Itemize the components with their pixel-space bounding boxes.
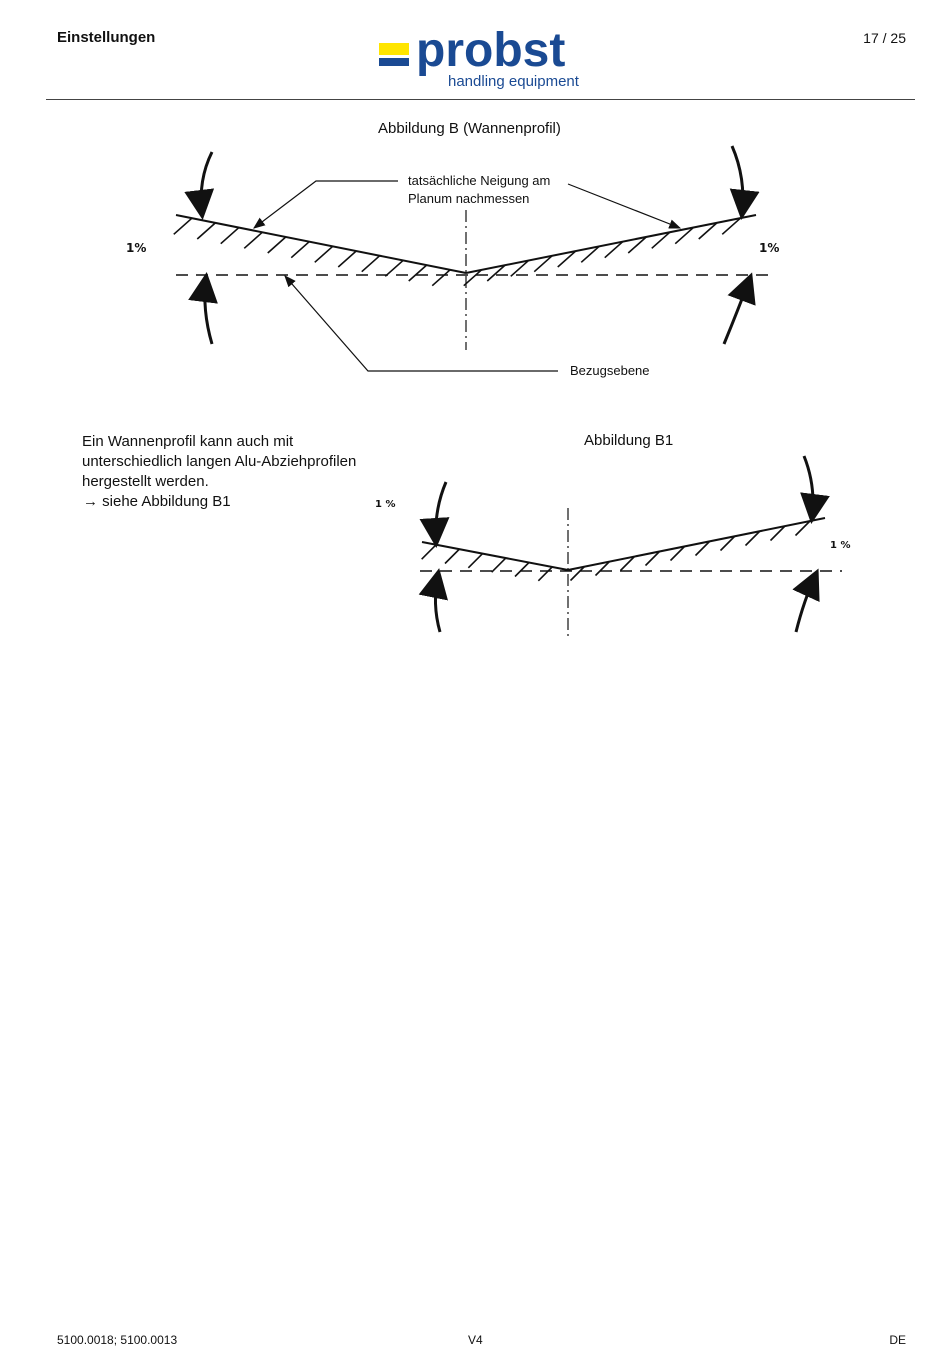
hatch-tick: [174, 218, 192, 234]
body-paragraph: [82, 432, 382, 512]
hatch-tick: [385, 260, 403, 276]
figure-b-title: Abbildung B (Wannenprofil): [378, 120, 561, 137]
hatch-tick: [468, 554, 482, 568]
body-line-3: hergestellt werden.: [82, 473, 209, 490]
hatch-tick: [291, 242, 309, 258]
hatch-tick: [515, 563, 529, 577]
footer-language: DE: [889, 1333, 906, 1347]
hatch-tick: [362, 256, 380, 272]
footer-article-numbers: 5100.0018; 5100.0013: [57, 1333, 178, 1347]
hatch-tick: [268, 237, 286, 253]
figure-b-leaders: [254, 181, 680, 371]
footer-version: V4: [468, 1333, 483, 1347]
hatch-tick: [197, 223, 215, 239]
figure-b-slope-right: 1%: [759, 241, 780, 255]
body-line-4: → siehe Abbildung B1: [83, 493, 231, 510]
hatch-tick: [492, 558, 506, 572]
hatch-tick: [221, 228, 239, 244]
figure-b1-title: Abbildung B1: [584, 432, 674, 449]
hatch-tick: [538, 567, 552, 581]
figure-b1-lines: [420, 508, 842, 638]
figure-b1-slope-right: 1 %: [830, 540, 851, 551]
body-line-1: Ein Wannenprofil kann auch mit: [82, 433, 294, 450]
logo-tagline: handling equipment: [448, 73, 579, 90]
hatch-tick: [315, 246, 333, 262]
hatch-tick: [422, 545, 436, 559]
measure-label-line2: Planum nachmessen: [408, 191, 530, 206]
hatch-tick: [445, 550, 459, 564]
figure-b1-slope-left: 1 %: [375, 499, 396, 510]
figure-b-slope-left: 1%: [126, 241, 147, 255]
logo-brand: probst: [416, 24, 566, 77]
figure-b1-slope-arrows: [435, 456, 816, 632]
figure-b-slope-arrows: [201, 146, 750, 344]
figure-b-reference-label: Bezugsebene: [570, 363, 650, 378]
figure-b1-hatching: [422, 522, 810, 581]
page-number: 17 / 25: [863, 30, 906, 46]
figure-b-lines: [176, 210, 775, 350]
hatch-tick: [409, 265, 427, 281]
measure-label-line1: tatsächliche Neigung am: [408, 173, 551, 188]
section-title: Einstellungen: [57, 29, 156, 46]
hatch-tick: [338, 251, 356, 267]
hatch-tick: [432, 270, 450, 286]
hatch-tick: [244, 232, 262, 248]
body-line-2: unterschiedlich langen Alu-Abziehprofilen: [82, 453, 357, 470]
